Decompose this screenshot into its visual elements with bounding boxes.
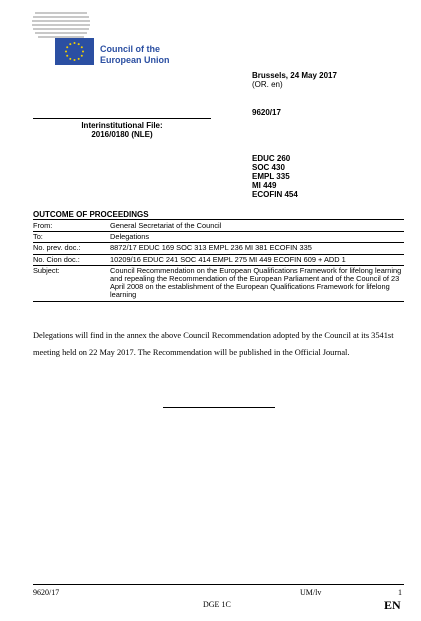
subject-code: MI 449 [252,181,277,190]
footer-language: EN [384,598,401,612]
institution-name-line2: European Union [100,55,170,65]
interinstitutional-code: 2016/0180 (NLE) [91,130,153,139]
interinstitutional-label: Interinstitutional File: [81,121,163,130]
table-row [33,254,404,265]
proceedings-table [33,221,404,302]
body-paragraph: Delegations will find in the annex the above Council Recommendation adopted by the Council at its 3541st meeting held on 22 May 2017. The Recommendation will be published in the Official Journal. [33,331,394,357]
row-label: No. Cion doc.: [33,254,80,264]
council-building-logo-icon [32,10,90,40]
subject-code: SOC 430 [252,163,285,172]
eu-flag-icon [55,38,94,65]
footer-page-number: 1 [398,588,402,597]
place-date: Brussels, 24 May 2017 [252,71,337,80]
original-language: (OR. en) [252,80,283,89]
institution-name [100,44,170,66]
subject-code: EMPL 335 [252,172,290,181]
row-value: 8872/17 EDUC 169 SOC 313 EMPL 236 MI 381 ECOFIN 335 [110,243,312,253]
subject-codes [252,154,298,199]
table-row [33,265,404,301]
end-divider [163,407,275,408]
subject-code: ECOFIN 454 [252,190,298,199]
footer-directorate: DGE 1C [203,600,231,609]
document-number: 9620/17 [252,108,281,117]
table-row [33,243,404,254]
divider [33,219,404,220]
row-value: Council Recommendation on the European Qualifications Framework for lifelong learning and repealing the Recommendation of the European Parliament and of the Council of 23 April 2008 on the establishment of the European Qualifications Framework for lifelong learning [110,265,402,300]
table-row [33,221,404,232]
row-value: General Secretariat of the Council [110,221,222,230]
institution-name-line1: Council of the [100,44,160,54]
row-label: To: [33,232,43,242]
outcome-title: OUTCOME OF PROCEEDINGS [33,210,149,219]
interinstitutional-file [33,118,211,139]
row-label: Subject: [33,265,60,275]
footer-doc-number: 9620/17 [33,588,60,597]
row-value: 10209/16 EDUC 241 SOC 414 EMPL 275 MI 449 ECOFIN 609 + ADD 1 [110,254,346,264]
table-row [33,232,404,243]
subject-code: EDUC 260 [252,154,291,163]
row-label: No. prev. doc.: [33,243,81,253]
footer-divider [33,584,404,585]
footer-initials: UM/lv [300,588,322,597]
row-label: From: [33,221,53,230]
row-value: Delegations [110,232,150,242]
